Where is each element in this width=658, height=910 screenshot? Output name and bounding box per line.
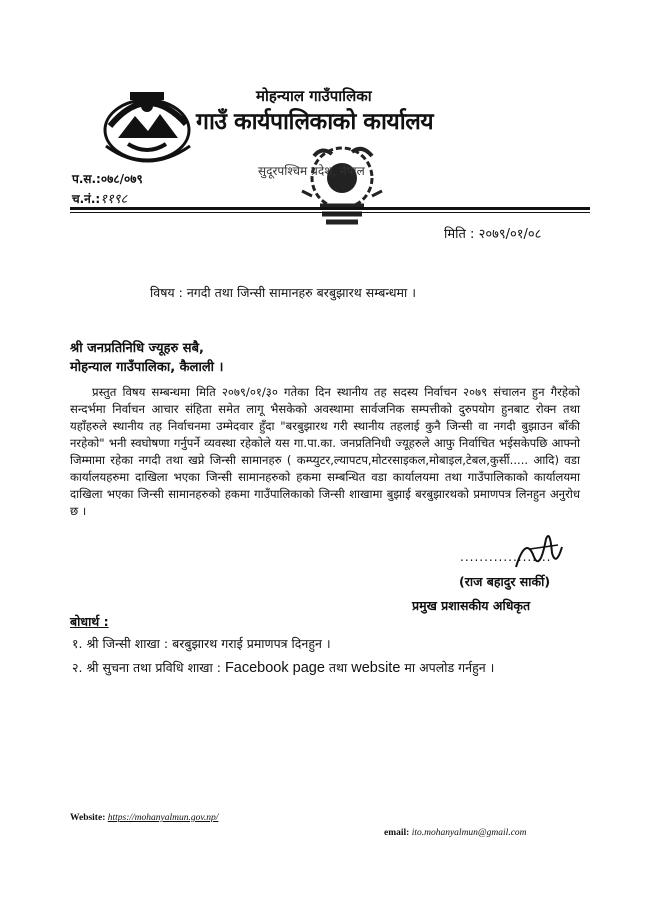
- date-value: २०७९/०१/०८: [478, 227, 542, 242]
- cc-heading: बोधार्थ :: [70, 614, 109, 629]
- email-label: email:: [384, 828, 410, 838]
- website-link[interactable]: https://mohanyalmun.gov.np/: [107, 813, 219, 823]
- header-rule-thick: [70, 207, 590, 210]
- signatory-title: प्रमुख प्रशासकीय अधिकृत: [412, 598, 531, 613]
- cc-item-2-suffix: मा अपलोड गर्नहुन ।: [404, 660, 495, 675]
- addressee-line-2: मोहन्याल गाउँपालिका, कैलाली ।: [70, 360, 224, 375]
- dispatch-number: [72, 189, 127, 207]
- cc-item-2: [72, 659, 494, 676]
- footer-email: [384, 828, 527, 838]
- signature-line: ...................: [460, 550, 552, 564]
- cc-item-2-facebook: Facebook page: [224, 660, 325, 676]
- website-label: Website:: [70, 813, 106, 823]
- cc-item-2-website: website: [351, 660, 401, 676]
- cc-item-2-and: तथा: [328, 660, 348, 675]
- dispatch-value: ११९८: [100, 192, 128, 207]
- reference-value: ०७८/०७९: [100, 172, 143, 186]
- email-address[interactable]: ito.mohanyalmun@gmail.com: [411, 828, 527, 838]
- cc-item-2-prefix: २. श्री सुचना तथा प्रविधि शाखा :: [72, 660, 221, 675]
- office-name: गाउँ कार्यपालिकाको कार्यालय: [196, 109, 434, 135]
- letter-body: प्रस्तुत विषय सम्बन्धमा मिति २०७९/०१/३० गतेका दिन स्थानीय तह सदस्य निर्वाचन २०७९ संचालन हुन गैरहेको सन्दर्भमा निर्वाचन आचार संहिता समेत लागू भैसकेको अवस्थामा सार्वजनिक सम्पत्तीको दुरुपयोग हुनबाट रोक्न तथा यहाँहरुले स्थानीय तह निर्वाचनमा उम्मेदवार हुँदा "बरबुझारथ गरी स्थानीय तहलाई कुनै जिन्सी वा नगदी बुझाउन बाँकी नरहेको" भनी स्वघोषणा गर्नुपर्ने व्यवस्था रहेकोले यस गा.पा.का. जनप्रतिनिधी ज्यूहरुले आफु निर्वाचित भईसकेपछि आफ्नो जिम्मामा रहेका नगदी तथा खप्ने जिन्सी सामानहरु ( कम्प्युटर,ल्यापटप,मोटरसाइकल,मोबाइल,टेबल,कुर्सी..... आदि) वडा कार्यालयहरुमा दाखिला भएका जिन्सी सामानहरुको हकमा सम्बन्धित वडा कार्यालयमा तथा गाउँपालिकाको कार्यालयमा दाखिला भएका जिन्सी सामानहरुको हकमा गाउँपालिकाको जिन्सी शाखामा बुझाई बरबुझारथको प्रमाणपत्र लिनहुन अनुरोध छ ।: [70, 385, 580, 518]
- header-rule-thin: [70, 212, 590, 213]
- reference-number: [72, 170, 143, 187]
- letter-date: [444, 224, 541, 242]
- letter-subject: विषय : नगदी तथा जिन्सी सामानहरु बरबुझारथ सम्बन्धमा ।: [150, 285, 416, 300]
- addressee-line-1: श्री जनप्रतिनिधि ज्यूहरु सबै,: [70, 341, 204, 356]
- header-subline: सुदूरपश्चिम प्रदेश, नेपाल: [258, 164, 365, 178]
- municipality-name: मोहन्याल गाउँपालिका: [256, 87, 372, 105]
- cc-item-1: १. श्री जिन्सी शाखा : बरबुझारथ गराई प्रमाणपत्र दिनहुन ।: [72, 636, 331, 651]
- signatory-name: (राज बहादुर सार्की): [459, 574, 551, 589]
- office-seal-stamp: [292, 136, 392, 236]
- emblem-logo: [100, 86, 195, 166]
- footer-website: [70, 813, 218, 823]
- date-label: मिति :: [444, 227, 475, 242]
- dispatch-label: च.नं.:: [72, 192, 101, 206]
- reference-label: प.स.:: [72, 172, 101, 186]
